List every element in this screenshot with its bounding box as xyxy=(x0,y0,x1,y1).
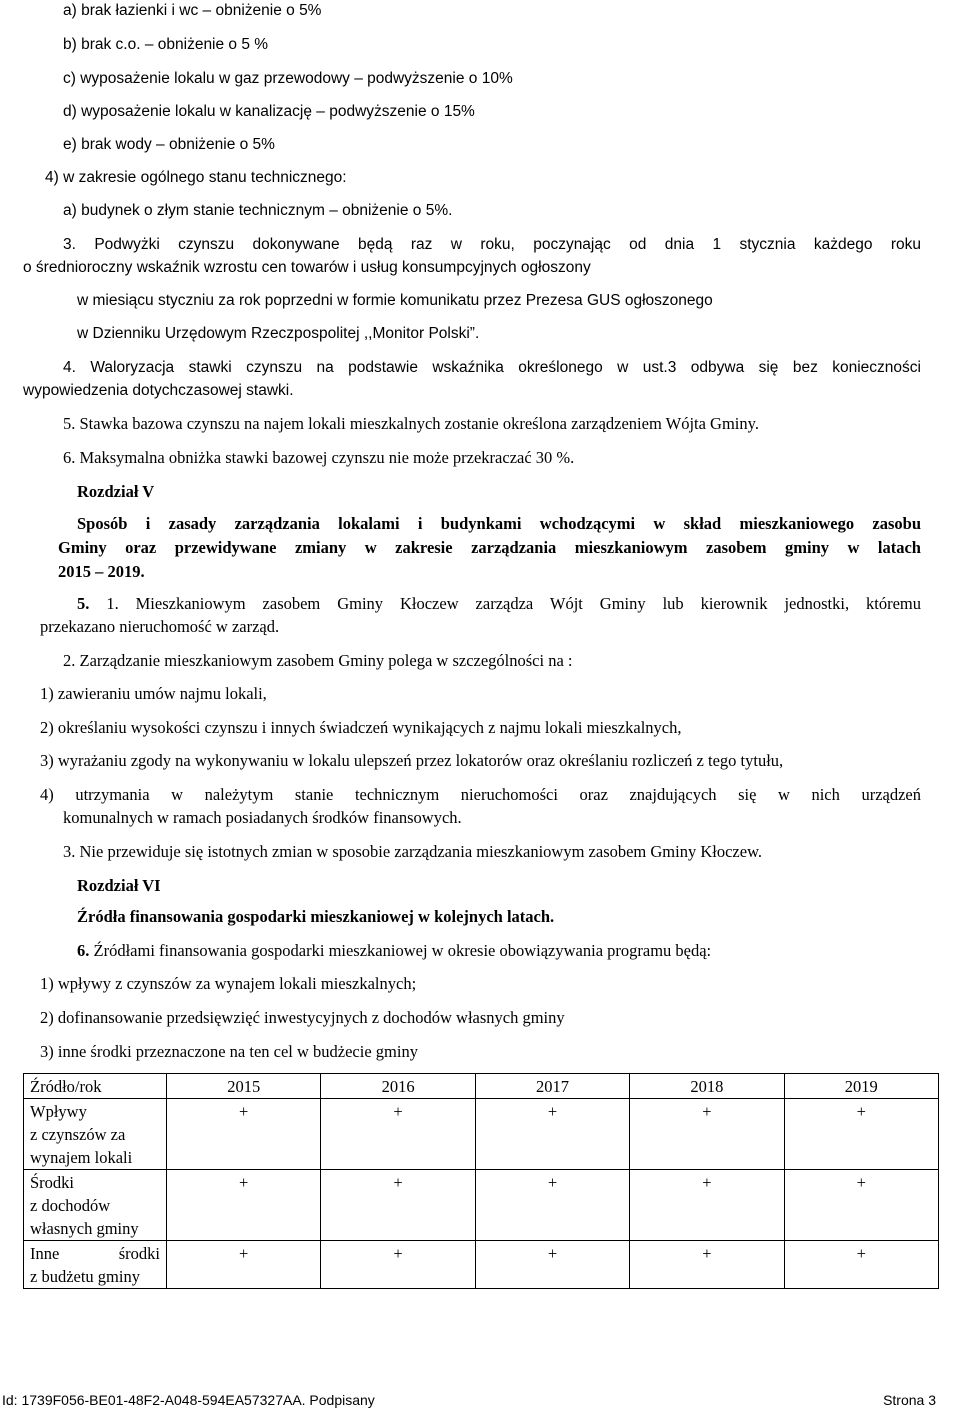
section-number: 6. xyxy=(77,941,90,960)
section-number: 5. xyxy=(77,594,90,613)
row-label-line: wynajem lokali xyxy=(30,1148,133,1167)
row-label-line: Inne środki xyxy=(30,1244,160,1263)
table-cell: + xyxy=(167,1241,321,1289)
table-row xyxy=(24,1170,939,1241)
list-item: 2) dofinansowanie przedsięwzięć inwestycyjnych z dochodów własnych gminy xyxy=(40,1008,565,1027)
table-cell: + xyxy=(784,1099,938,1170)
chapter-heading: Rozdział V xyxy=(77,482,155,501)
row-label-line: Wpływy xyxy=(30,1102,87,1121)
row-label xyxy=(24,1241,167,1289)
row-label-line: z budżetu gminy xyxy=(30,1267,140,1286)
chapter-heading: Rozdział VI xyxy=(77,876,161,895)
chapter-title: Sposób i zasady zarządzania lokalami i budynkami wchodzącymi w skład mieszkaniowego zasobu xyxy=(77,514,921,533)
footer-document-id: Id: 1739F056-BE01-48F2-A048-594EA57327AA. Podpisany xyxy=(2,1392,375,1408)
table-header-cell: 2018 xyxy=(630,1074,784,1099)
table-header-cell: 2015 xyxy=(167,1074,321,1099)
financing-table xyxy=(23,1073,939,1289)
row-label-line: Środki xyxy=(30,1173,75,1192)
paragraph-3-line: w Dzienniku Urzędowym Rzeczpospolitej ,,Monitor Polski”. xyxy=(77,325,480,342)
list-item: 2) określaniu wysokości czynszu i innych świadczeń wynikających z najmu lokali mieszkalnych, xyxy=(40,718,682,737)
footer-page-number: Strona 3 xyxy=(883,1392,936,1408)
section-6 xyxy=(77,941,711,961)
table-row xyxy=(24,1241,939,1289)
table-header-row xyxy=(24,1074,939,1099)
list-item: 4) w zakresie ogólnego stanu technicznego: xyxy=(45,169,347,186)
list-item: 3) wyrażaniu zgody na wykonywaniu w lokalu ulepszeń przez lokatorów oraz określaniu rozliczeń z tego tytułu, xyxy=(40,751,784,770)
paragraph-4-line: 4. Waloryzacja stawki czynszu na podstawie wskaźnika określonego w ust.3 odbywa się bez konieczności xyxy=(63,359,921,376)
section-5-line xyxy=(77,594,921,614)
table-cell: + xyxy=(167,1170,321,1241)
list-item: c) wyposażenie lokalu w gaz przewodowy – podwyższenie o 10% xyxy=(63,70,513,87)
row-label xyxy=(24,1170,167,1241)
table-cell: + xyxy=(784,1241,938,1289)
list-item: a) brak łazienki i wc – obniżenie o 5% xyxy=(63,2,322,19)
list-item: e) brak wody – obniżenie o 5% xyxy=(63,136,275,153)
paragraph-6: 6. Maksymalna obniżka stawki bazowej czynszu nie może przekraczać 30 %. xyxy=(63,448,575,467)
table-cell: + xyxy=(630,1170,784,1241)
list-item: a) budynek o złym stanie technicznym – obniżenie o 5%. xyxy=(63,202,453,219)
table-cell: + xyxy=(167,1099,321,1170)
list-item: d) wyposażenie lokalu w kanalizację – podwyższenie o 15% xyxy=(63,103,475,120)
row-label-line: z czynszów za xyxy=(30,1125,126,1144)
row-label xyxy=(24,1099,167,1170)
list-item: b) brak c.o. – obniżenie o 5 % xyxy=(63,36,269,53)
chapter-title: Źródła finansowania gospodarki mieszkaniowej w kolejnych latach. xyxy=(77,907,555,926)
table-header-cell: Źródło/rok xyxy=(24,1074,167,1099)
row-label-line: z dochodów xyxy=(30,1196,111,1215)
table-cell: + xyxy=(784,1170,938,1241)
table-cell: + xyxy=(475,1241,629,1289)
table-cell: + xyxy=(630,1099,784,1170)
table-cell: + xyxy=(630,1241,784,1289)
paragraph-3-line: 3. Podwyżki czynszu dokonywane będą raz w roku, poczynając od dnia 1 stycznia każdego roku xyxy=(63,236,921,253)
section-text: Źródłami finansowania gospodarki mieszkaniowej w okresie obowiązywania programu będą: xyxy=(89,941,712,960)
list-item: komunalnych w ramach posiadanych środków finansowych. xyxy=(63,808,462,827)
table-header-cell: 2017 xyxy=(475,1074,629,1099)
table-row xyxy=(24,1099,939,1170)
list-item: 1) zawieraniu umów najmu lokali, xyxy=(40,684,267,703)
table-cell: + xyxy=(321,1170,475,1241)
list-item: 3) inne środki przeznaczone na ten cel w budżecie gminy xyxy=(40,1042,418,1061)
list-item: 1) wpływy z czynszów za wynajem lokali mieszkalnych; xyxy=(40,974,417,993)
list-item: 4) utrzymania w należytym stanie technicznym nieruchomości oraz znajdujących się w nich urządzeń xyxy=(40,785,921,804)
paragraph-3-line: o średnioroczny wskaźnik wzrostu cen towarów i usług konsumpcyjnych ogłoszony xyxy=(23,259,591,276)
table-cell: + xyxy=(321,1099,475,1170)
table-cell: + xyxy=(321,1241,475,1289)
paragraph: 3. Nie przewiduje się istotnych zmian w sposobie zarządzania mieszkaniowym zasobem Gminy Kłoczew. xyxy=(63,842,763,861)
section-text: 1. Mieszkaniowym zasobem Gminy Kłoczew zarządza Wójt Gminy lub kierownik jednostki, któremu xyxy=(89,594,921,613)
paragraph-4-line: wypowiedzenia dotychczasowej stawki. xyxy=(23,382,294,399)
section-5-line: przekazano nieruchomość w zarząd. xyxy=(40,617,280,636)
paragraph-5: 5. Stawka bazowa czynszu na najem lokali mieszkalnych zostanie określona zarządzeniem Wójta Gminy. xyxy=(63,414,759,433)
table-header-cell: 2019 xyxy=(784,1074,938,1099)
chapter-title: Gminy oraz przewidywane zmiany w zakresie zarządzania mieszkaniowym zasobem gminy w latach xyxy=(58,538,921,557)
row-label-line: własnych gminy xyxy=(30,1219,139,1238)
paragraph: 2. Zarządzanie mieszkaniowym zasobem Gminy polega w szczególności na : xyxy=(63,651,573,670)
paragraph-3-line: w miesiącu styczniu za rok poprzedni w formie komunikatu przez Prezesa GUS ogłoszonego xyxy=(77,292,713,309)
chapter-title: 2015 – 2019. xyxy=(58,562,145,581)
table-cell: + xyxy=(475,1170,629,1241)
table-header-cell: 2016 xyxy=(321,1074,475,1099)
table-cell: + xyxy=(475,1099,629,1170)
